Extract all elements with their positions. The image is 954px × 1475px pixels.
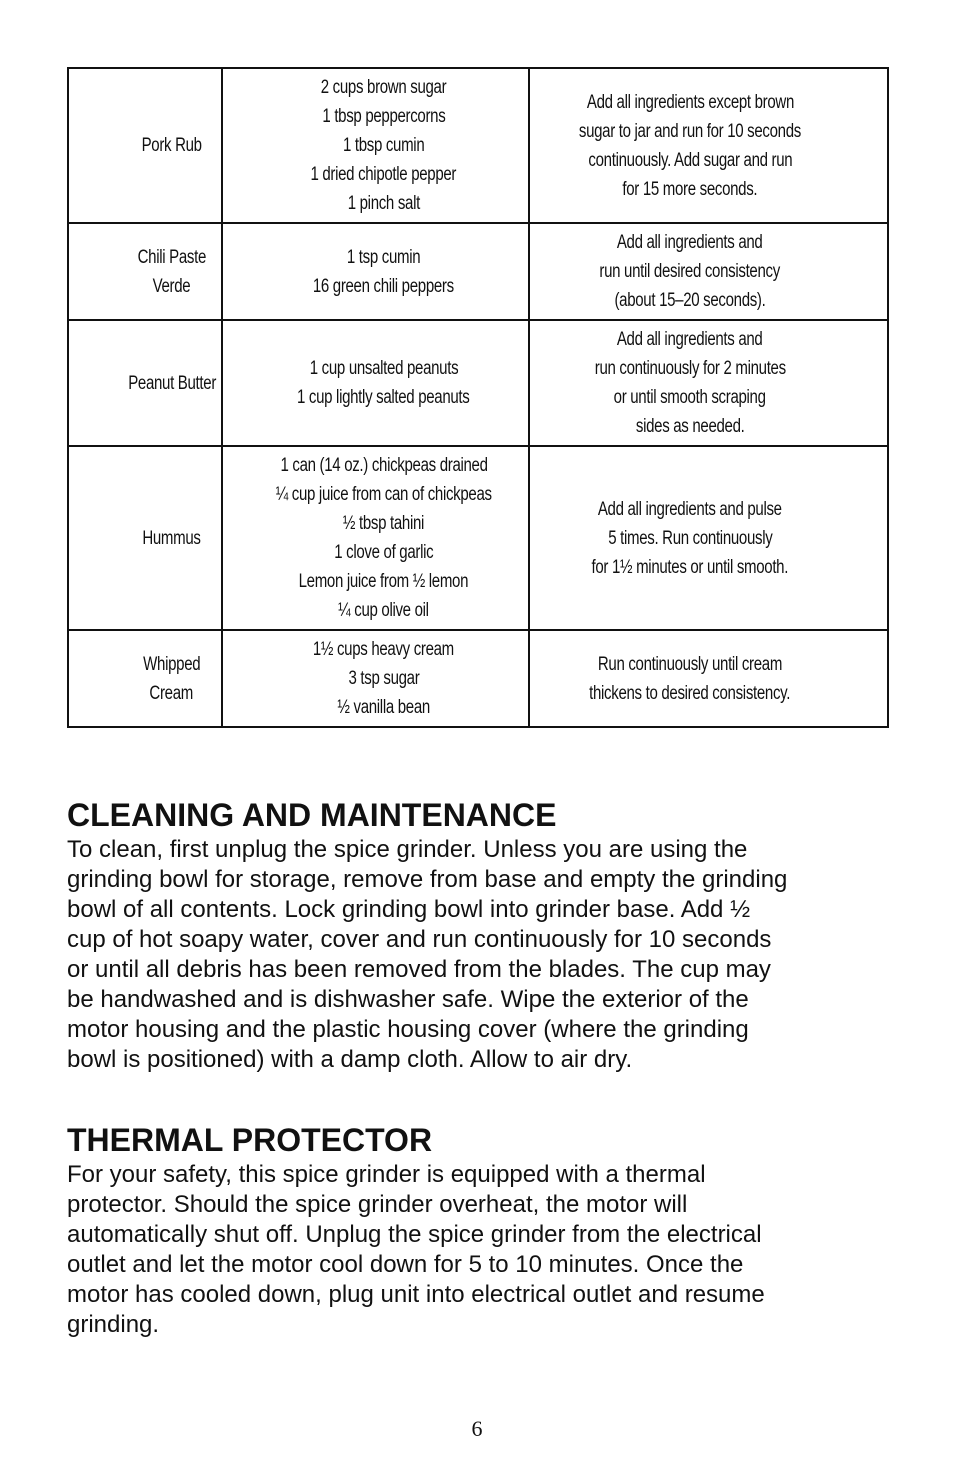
cleaning-text: [67, 835, 887, 1075]
recipe-directions-line: [531, 228, 848, 257]
recipe-directions-text: thickens to desired consistency.: [589, 682, 791, 704]
recipe-name-cell: [101, 223, 243, 320]
recipe-ingredients-line: [249, 693, 519, 722]
recipe-directions-text: Add all ingredients and: [617, 329, 763, 350]
recipe-directions-line: [531, 495, 848, 524]
recipe-ingredients-line: [249, 354, 519, 383]
recipe-directions-text: for 15 more seconds.: [622, 178, 758, 200]
cleaning-section: [67, 795, 887, 1075]
recipe-name-text: Hummus: [142, 527, 201, 549]
recipe-ingredients-text: 1 cup unsalted peanuts: [309, 358, 458, 379]
recipe-ingredients-cell: [242, 68, 524, 223]
cleaning-heading: CLEANING AND MAINTENANCE: [67, 797, 557, 833]
recipe-ingredients-line: [249, 243, 519, 272]
recipe-ingredients-text: ½ tbsp tahini: [343, 513, 425, 534]
recipe-ingredients-text: 16 green chili peppers: [313, 275, 455, 297]
recipe-name-line: [107, 243, 236, 272]
recipe-name-text: Cream: [149, 682, 194, 704]
recipe-directions-line: [531, 286, 848, 315]
recipe-directions-line: [531, 354, 848, 383]
cleaning-line: To clean, first unplug the spice grinder. Unless you are using the: [67, 836, 748, 863]
recipe-directions-cell: [525, 630, 855, 727]
recipe-ingredients-text: 1 tbsp cumin: [342, 135, 425, 156]
page-number: 6: [471, 1416, 483, 1441]
recipe-ingredients-text: 1 clove of garlic: [334, 542, 434, 563]
recipe-directions-text: or until smooth scraping: [614, 387, 767, 408]
recipe-row: [101, 223, 855, 320]
recipe-ingredients-text: ¼ cup juice from can of chickpeas: [275, 484, 492, 505]
recipe-name-line: [107, 524, 236, 553]
recipe-row: [101, 630, 855, 727]
recipe-name-text: Peanut Butter: [127, 372, 216, 394]
recipe-directions-line: [531, 88, 848, 117]
cleaning-line: grinding bowl for storage, remove from base and empty the grinding: [67, 866, 788, 893]
recipe-directions-text: Add all ingredients and pulse: [598, 498, 782, 520]
recipe-directions-line: [531, 383, 848, 412]
recipe-name-line: [107, 679, 236, 708]
thermal-line: grinding.: [67, 1311, 160, 1338]
thermal-line: protector. Should the spice grinder overheat, the motor will: [67, 1191, 688, 1218]
recipe-directions-cell: [525, 320, 855, 446]
thermal-section: [67, 1120, 887, 1340]
cleaning-line: be handwashed and is dishwasher safe. Wipe the exterior of the: [67, 986, 749, 1013]
recipe-directions-text: run until desired consistency: [599, 261, 781, 282]
recipe-name-cell: [101, 320, 243, 446]
thermal-text: [67, 1160, 887, 1340]
recipe-name-cell: [101, 68, 243, 223]
cleaning-line: or until all debris has been removed from the blades. The cup may: [67, 956, 771, 983]
recipe-ingredients-cell: [242, 630, 524, 727]
recipe-row: [101, 446, 855, 630]
recipe-ingredients-line: [249, 596, 519, 625]
recipe-directions-text: 5 times. Run continuously: [607, 527, 773, 549]
recipe-ingredients-text: 1 dried chipotle pepper: [310, 164, 457, 185]
cleaning-line: bowl is positioned) with a damp cloth. Allow to air dry.: [67, 1046, 633, 1073]
recipe-ingredients-text: 1 tbsp peppercorns: [322, 106, 446, 127]
recipe-ingredients-line: [249, 160, 519, 189]
recipe-row: [101, 320, 855, 446]
recipe-directions-line: [531, 175, 848, 204]
cleaning-line: bowl of all contents. Lock grinding bowl into grinder base. Add ½: [67, 896, 751, 923]
recipe-directions-text: (about 15–20 seconds).: [614, 290, 766, 311]
recipe-name-line: [107, 650, 236, 679]
recipe-row: [101, 68, 855, 223]
recipe-directions-text: for 1½ minutes or until smooth.: [591, 556, 789, 578]
recipe-name-text: Chili Paste: [137, 246, 206, 268]
recipe-name-line: [107, 131, 236, 160]
recipe-ingredients-line: [249, 664, 519, 693]
recipe-ingredients-line: [249, 73, 519, 102]
recipe-name-text: Verde: [152, 275, 191, 297]
recipe-ingredients-cell: [242, 223, 524, 320]
recipe-name-text: Whipped: [143, 653, 201, 675]
recipe-ingredients-text: 2 cups brown sugar: [320, 77, 447, 98]
recipe-directions-text: Run continuously until cream: [597, 653, 783, 675]
recipe-name-cell: [101, 630, 243, 727]
recipe-directions-line: [531, 524, 848, 553]
recipe-ingredients-line: [249, 102, 519, 131]
thermal-heading: THERMAL PROTECTOR: [67, 1122, 433, 1158]
thermal-line: For your safety, this spice grinder is equipped with a thermal: [67, 1161, 706, 1188]
thermal-line: outlet and let the motor cool down for 5 to 10 minutes. Once the: [67, 1251, 744, 1278]
cleaning-line: motor housing and the plastic housing cover (where the grinding: [67, 1016, 749, 1043]
recipe-directions-text: sides as needed.: [635, 416, 745, 437]
recipe-ingredients-text: 1 tsp cumin: [346, 246, 421, 268]
recipe-ingredients-text: ¼ cup olive oil: [338, 600, 429, 621]
recipe-ingredients-line: [249, 189, 519, 218]
recipe-directions-line: [531, 117, 848, 146]
thermal-line: automatically shut off. Unplug the spice grinder from the electrical: [67, 1221, 762, 1248]
recipe-ingredients-line: [249, 509, 519, 538]
recipe-ingredients-line: [249, 383, 519, 412]
recipe-ingredients-cell: [242, 446, 524, 630]
recipe-directions-text: sugar to jar and run for 10 seconds: [579, 120, 802, 142]
recipe-ingredients-text: ½ vanilla bean: [337, 697, 430, 718]
recipe-ingredients-line: [249, 538, 519, 567]
recipe-name-line: [107, 272, 236, 301]
recipe-directions-text: continuously. Add sugar and run: [588, 149, 792, 171]
recipe-ingredients-line: [249, 635, 519, 664]
recipe-ingredients-text: 1 pinch salt: [347, 193, 420, 214]
recipe-directions-line: [531, 412, 848, 441]
recipe-directions-text: Add all ingredients except brown: [586, 91, 794, 113]
recipe-directions-line: [531, 257, 848, 286]
thermal-line: motor has cooled down, plug unit into electrical outlet and resume: [67, 1281, 765, 1308]
recipe-name-text: Pork Rub: [141, 135, 202, 156]
recipe-ingredients-text: 1 cup lightly salted peanuts: [297, 387, 470, 408]
recipe-ingredients-line: [249, 272, 519, 301]
recipe-directions-line: [531, 679, 848, 708]
recipe-directions-line: [531, 553, 848, 582]
recipe-table: [67, 67, 889, 728]
cleaning-line: cup of hot soapy water, cover and run continuously for 10 seconds: [67, 926, 772, 953]
recipe-ingredients-line: [249, 451, 519, 480]
recipe-ingredients-text: 1 can (14 oz.) chickpeas drained: [280, 455, 488, 476]
recipe-directions-line: [531, 325, 848, 354]
recipe-ingredients-text: 1½ cups heavy cream: [313, 639, 455, 660]
recipe-ingredients-cell: [242, 320, 524, 446]
recipe-ingredients-line: [249, 131, 519, 160]
recipe-directions-line: [531, 146, 848, 175]
recipe-ingredients-text: Lemon juice from ½ lemon: [298, 571, 469, 592]
recipe-directions-cell: [525, 68, 855, 223]
recipe-ingredients-line: [249, 480, 519, 509]
recipe-directions-text: run continuously for 2 minutes: [594, 358, 786, 379]
recipe-ingredients-line: [249, 567, 519, 596]
recipe-directions-cell: [525, 446, 855, 630]
recipe-directions-text: Add all ingredients and: [617, 232, 763, 253]
recipe-name-cell: [101, 446, 243, 630]
recipe-ingredients-text: 3 tsp sugar: [348, 668, 420, 689]
recipe-directions-cell: [525, 223, 855, 320]
recipe-directions-line: [531, 650, 848, 679]
recipe-name-line: [107, 369, 236, 398]
